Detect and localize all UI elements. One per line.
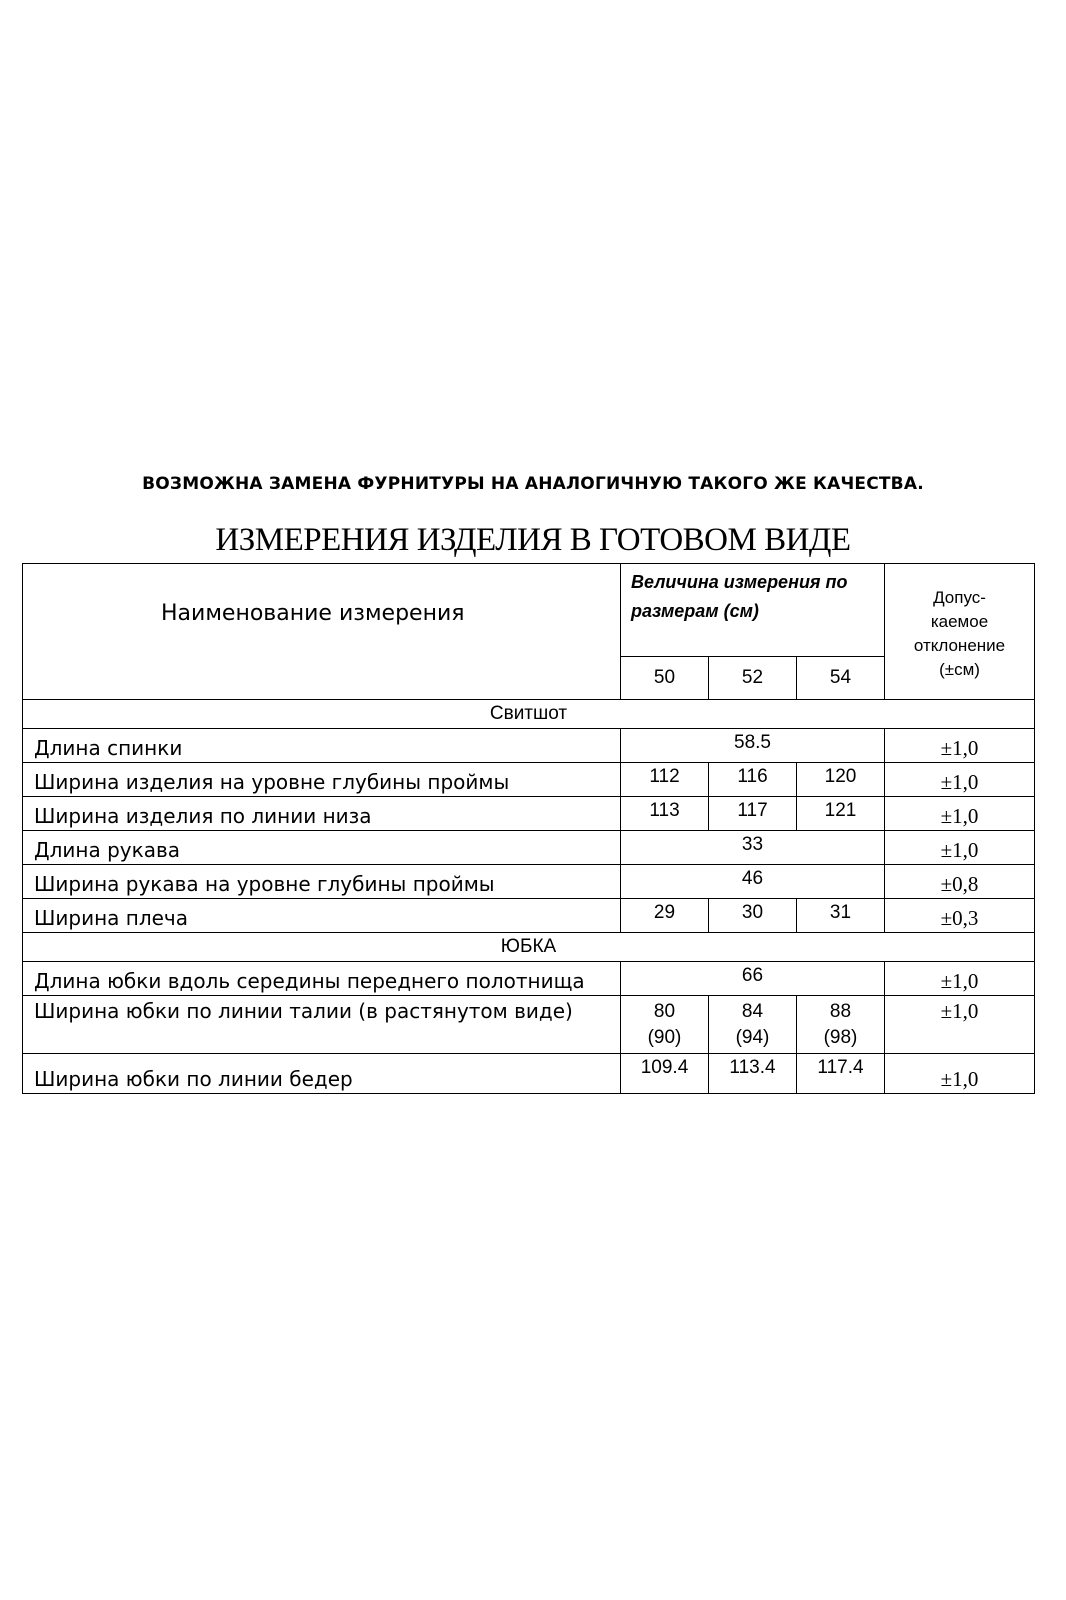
section-row — [23, 700, 1035, 729]
row-value-52: 113.4 — [709, 1054, 797, 1094]
size-52: 52 — [709, 657, 797, 700]
table-row — [23, 1054, 1035, 1094]
row-tolerance: ±1,0 — [885, 797, 1035, 831]
sizes-header-line2: размерам (см) — [631, 601, 759, 621]
table-row — [23, 996, 1035, 1054]
table-row — [23, 899, 1035, 933]
row-value-52: 30 — [709, 899, 797, 933]
row-value-54: 120 — [797, 763, 885, 797]
row-name: Ширина плеча — [23, 899, 621, 933]
tolerance-header-line1: Допус- — [933, 587, 986, 607]
page-title: ИЗМЕРЕНИЯ ИЗДЕЛИЯ В ГОТОВОМ ВИДЕ — [215, 522, 851, 558]
section-row — [23, 933, 1035, 962]
tolerance-header-line4: (±см) — [939, 659, 980, 679]
row-value-merged: 46 — [621, 865, 885, 899]
size-54: 54 — [797, 657, 885, 700]
row-tolerance: ±1,0 — [885, 831, 1035, 865]
measurements-table — [22, 563, 1035, 1094]
tolerance-header-line2: каемое — [930, 611, 989, 631]
value-alt: (98) — [823, 1027, 858, 1048]
table-row — [23, 797, 1035, 831]
row-value-merged: 33 — [621, 831, 885, 865]
size-50: 50 — [621, 657, 709, 700]
row-name: Длина спинки — [23, 729, 621, 763]
row-name: Длина рукава — [23, 831, 621, 865]
header-row — [23, 564, 1035, 657]
value-stretched: 80 — [653, 1001, 676, 1022]
row-name: Ширина юбки по линии талии (в растянутом виде) — [23, 996, 621, 1054]
measurement-name-header: Наименование измерения — [23, 564, 621, 700]
value-alt: (94) — [735, 1027, 770, 1048]
row-value-54: 31 — [797, 899, 885, 933]
row-value-54: 117.4 — [797, 1054, 885, 1094]
row-value-merged: 58.5 — [621, 729, 885, 763]
tolerance-header — [885, 564, 1035, 700]
section-sweatshirt: Свитшот — [23, 700, 1035, 729]
table-row — [23, 865, 1035, 899]
row-tolerance: ±1,0 — [885, 996, 1035, 1054]
value-stretched: 84 — [741, 1001, 764, 1022]
value-stretched: 88 — [829, 1001, 852, 1022]
notice-text: ВОЗМОЖНА ЗАМЕНА ФУРНИТУРЫ НА АНАЛОГИЧНУЮ ТАКОГО ЖЕ КАЧЕСТВА. — [142, 474, 924, 494]
row-tolerance: ±1,0 — [885, 729, 1035, 763]
row-tolerance: ±1,0 — [885, 962, 1035, 996]
row-value-54: 121 — [797, 797, 885, 831]
row-value-54 — [797, 996, 885, 1054]
table-row — [23, 962, 1035, 996]
section-skirt: ЮБКА — [23, 933, 1035, 962]
row-tolerance: ±0,3 — [885, 899, 1035, 933]
row-tolerance: ±1,0 — [885, 1054, 1035, 1094]
table-row — [23, 729, 1035, 763]
row-name: Ширина юбки по линии бедер — [23, 1054, 621, 1094]
row-name: Длина юбки вдоль середины переднего полотнища — [23, 962, 621, 996]
row-value-52 — [709, 996, 797, 1054]
row-value-50: 113 — [621, 797, 709, 831]
row-value-50: 109.4 — [621, 1054, 709, 1094]
row-value-52: 117 — [709, 797, 797, 831]
row-value-merged: 66 — [621, 962, 885, 996]
tolerance-header-line3: отклонение — [913, 635, 1006, 655]
row-tolerance: ±0,8 — [885, 865, 1035, 899]
row-value-50: 112 — [621, 763, 709, 797]
row-name: Ширина изделия по линии низа — [23, 797, 621, 831]
value-alt: (90) — [647, 1027, 682, 1048]
row-name: Ширина рукава на уровне глубины проймы — [23, 865, 621, 899]
row-name: Ширина изделия на уровне глубины проймы — [23, 763, 621, 797]
table-row — [23, 831, 1035, 865]
sizes-header — [621, 564, 885, 657]
table-row — [23, 763, 1035, 797]
row-value-52: 116 — [709, 763, 797, 797]
row-value-50: 29 — [621, 899, 709, 933]
row-tolerance: ±1,0 — [885, 763, 1035, 797]
row-value-50 — [621, 996, 709, 1054]
sizes-header-line1: Величина измерения по — [631, 572, 848, 592]
